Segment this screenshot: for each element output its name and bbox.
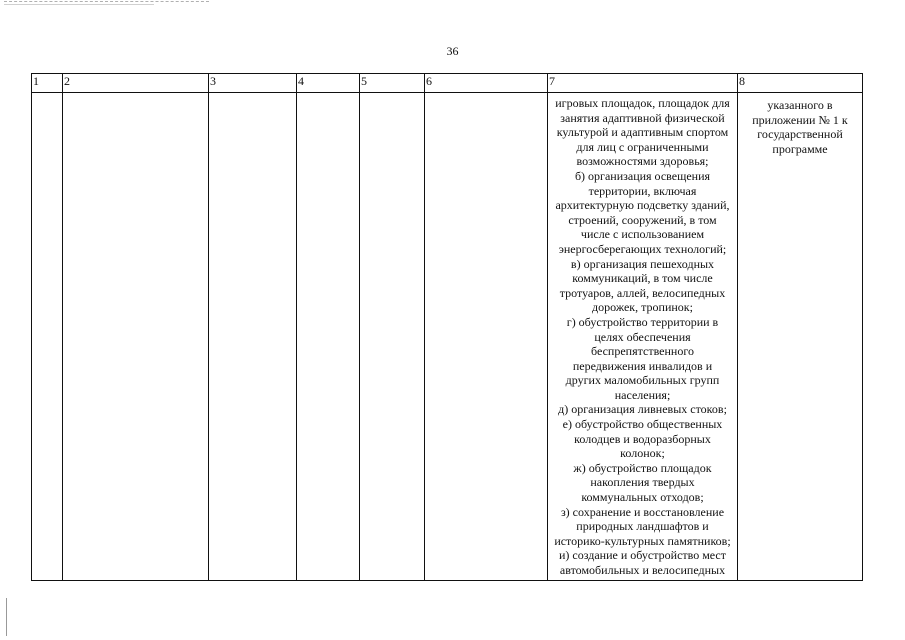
table-header-cell: 1 [32, 74, 63, 93]
table-cell-col5 [360, 93, 425, 581]
text-line: дорожек, тропинок; [592, 300, 693, 315]
table-cell-col7 [548, 93, 738, 581]
table-header-cell: 5 [360, 74, 425, 93]
text-line: и) создание и обустройство мест [558, 548, 727, 563]
text-line: ж) обустройство площадок [573, 460, 712, 475]
document-table [31, 73, 863, 581]
text-line: колодцев и водоразборных [574, 431, 711, 446]
col8-text [738, 93, 862, 156]
text-line: государственной [757, 127, 843, 142]
col7-text [548, 93, 737, 578]
text-line: программе [772, 141, 828, 156]
text-line: беспрепятственного [591, 344, 694, 359]
text-line: приложении № 1 к [752, 112, 848, 127]
text-line: тротуаров, аллей, велосипедных [559, 285, 726, 300]
text-line: б) организация освещения [574, 168, 711, 183]
text-line: территории, включая [588, 183, 697, 198]
text-line: коммуникаций, в том числе [572, 271, 713, 286]
table-cell-col8 [738, 93, 863, 581]
text-line: в) организация пешеходных [570, 256, 715, 271]
text-line: колонок; [620, 446, 665, 461]
text-line: строений, сооружений, в том [568, 212, 717, 227]
text-line: целях обеспечения [594, 329, 691, 344]
text-line: передвижения инвалидов и [572, 358, 713, 373]
text-line: г) обустройство территории в [566, 314, 719, 329]
text-line: историко-культурных памятников; [554, 533, 731, 548]
text-line: указанного в [767, 98, 833, 112]
text-line: возможностями здоровья; [576, 154, 709, 169]
text-line: для лиц с ограниченными [576, 139, 709, 154]
table-header-cell: 7 [548, 74, 738, 93]
text-line: культурой и адаптивным спортом [556, 125, 729, 140]
text-line: з) сохранение и восстановление [560, 504, 725, 519]
text-line: е) обустройство общественных [562, 417, 723, 432]
table-cell-col1 [32, 93, 63, 581]
table-cell-col2 [63, 93, 209, 581]
table-header-cell: 6 [425, 74, 548, 93]
scan-artifact-top [4, 1, 209, 2]
text-line: накопления твердых [590, 475, 695, 490]
text-line: коммунальных отходов; [581, 490, 704, 505]
table-header-cell: 4 [297, 74, 360, 93]
table-cell-col3 [209, 93, 297, 581]
text-line: населения; [614, 387, 671, 402]
text-line: природных ландшафтов и [576, 519, 709, 534]
text-line: числе с использованием [580, 227, 705, 242]
table-header-row [32, 74, 863, 93]
table-header-cell: 3 [209, 74, 297, 93]
text-line: занятия адаптивной физической [560, 110, 725, 125]
text-line: энергосберегающих технологий; [558, 241, 727, 256]
text-line: игровых площадок, площадок для [555, 96, 730, 110]
text-line: архитектурную подсветку зданий, [555, 198, 730, 213]
text-line: других маломобильных групп [565, 373, 720, 388]
scan-artifact-left [6, 598, 7, 636]
page-number: 36 [446, 44, 459, 58]
table-header-cell: 8 [738, 74, 863, 93]
table-cell-col4 [297, 93, 360, 581]
table-cell-col6 [425, 93, 548, 581]
text-line: д) организация ливневых стоков; [558, 402, 727, 417]
table-header-cell: 2 [63, 74, 209, 93]
scan-artifact-top-secondary [4, 4, 154, 5]
text-line: автомобильных и велосипедных [559, 563, 726, 577]
table-row [32, 93, 863, 581]
